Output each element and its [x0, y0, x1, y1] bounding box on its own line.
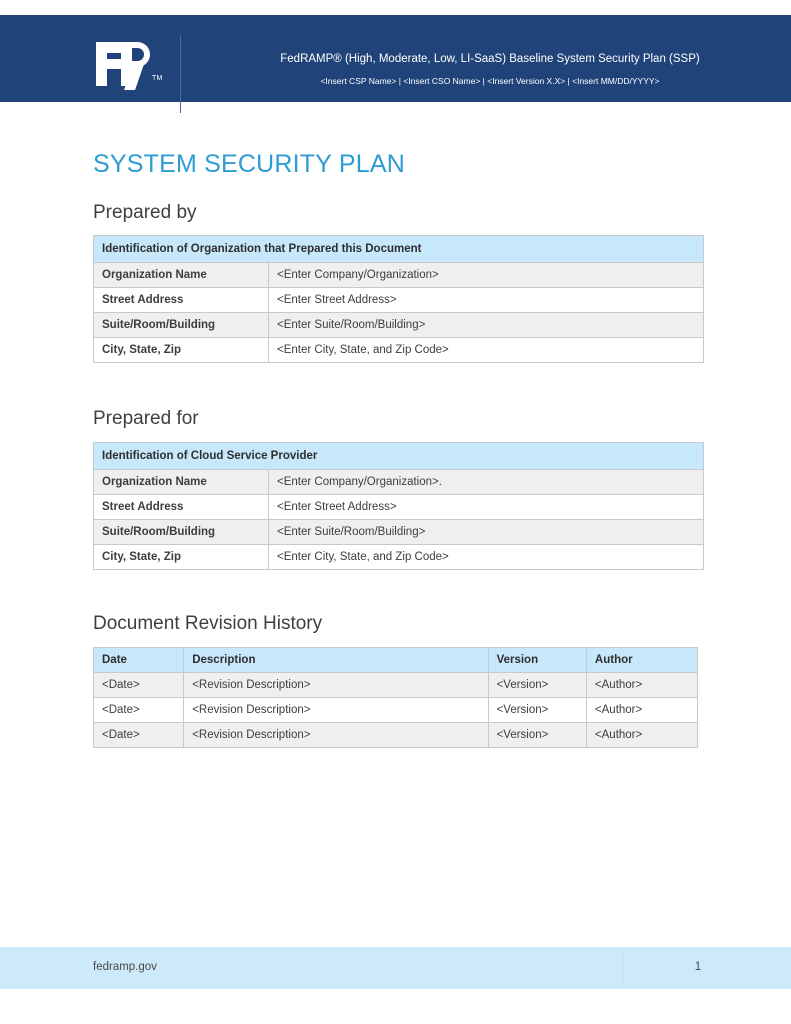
section-heading-prepared-by: Prepared by [93, 202, 197, 223]
cell-date[interactable]: <Date> [94, 723, 184, 748]
cell-author[interactable]: <Author> [586, 673, 697, 698]
page-title: SYSTEM SECURITY PLAN [93, 150, 405, 178]
row-label-suite-room-building: Suite/Room/Building [94, 313, 269, 338]
cell-version[interactable]: <Version> [488, 673, 586, 698]
column-header-version: Version [488, 648, 586, 673]
row-value-suite-room-building[interactable]: <Enter Suite/Room/Building> [269, 520, 704, 545]
row-value-organization-name[interactable]: <Enter Company/Organization>. [269, 470, 704, 495]
table-banner-prepared-by: Identification of Organization that Prepared this Document [94, 236, 704, 263]
trademark-symbol: TM [152, 75, 163, 82]
table-row [94, 288, 704, 313]
document-footer-band [0, 947, 791, 989]
footer-site-label[interactable]: fedramp.gov [93, 961, 157, 973]
column-header-date: Date [94, 648, 184, 673]
fr-f-stem [96, 42, 107, 86]
row-label-street-address: Street Address [94, 495, 269, 520]
row-value-city-state-zip[interactable]: <Enter City, State, and Zip Code> [269, 338, 704, 363]
row-value-city-state-zip[interactable]: <Enter City, State, and Zip Code> [269, 545, 704, 570]
table-row [94, 520, 704, 545]
table-row [94, 263, 704, 288]
cell-author[interactable]: <Author> [586, 723, 697, 748]
table-banner-prepared-for: Identification of Cloud Service Provider [94, 443, 704, 470]
cell-description[interactable]: <Revision Description> [184, 723, 488, 748]
table-prepared-for [93, 442, 704, 570]
cell-version[interactable]: <Version> [488, 723, 586, 748]
table-row [94, 545, 704, 570]
table-banner-row [94, 443, 704, 470]
header-text-block [210, 51, 770, 88]
fedramp-logo [96, 42, 170, 90]
header-vertical-divider [180, 35, 181, 113]
row-label-organization-name: Organization Name [94, 263, 269, 288]
document-header-band [0, 15, 791, 102]
footer-page-number: 1 [694, 959, 702, 973]
column-header-author: Author [586, 648, 697, 673]
section-heading-prepared-for: Prepared for [93, 408, 199, 429]
table-row [94, 698, 698, 723]
cell-version[interactable]: <Version> [488, 698, 586, 723]
table-row [94, 313, 704, 338]
table-row [94, 470, 704, 495]
cell-date[interactable]: <Date> [94, 673, 184, 698]
table-row [94, 338, 704, 363]
row-label-city-state-zip: City, State, Zip [94, 545, 269, 570]
footer-vertical-divider [622, 951, 623, 985]
table-row [94, 495, 704, 520]
row-value-organization-name[interactable]: <Enter Company/Organization> [269, 263, 704, 288]
cell-author[interactable]: <Author> [586, 698, 697, 723]
cell-description[interactable]: <Revision Description> [184, 698, 488, 723]
fr-monogram-icon [96, 42, 163, 86]
header-title: FedRAMP® (High, Moderate, Low, LI-SaaS) Baseline System Security Plan (SSP) [280, 53, 700, 65]
table-banner-row [94, 236, 704, 263]
cell-description[interactable]: <Revision Description> [184, 673, 488, 698]
table-prepared-by [93, 235, 704, 363]
table-header-row [94, 648, 698, 673]
row-label-organization-name: Organization Name [94, 470, 269, 495]
table-row [94, 723, 698, 748]
cell-date[interactable]: <Date> [94, 698, 184, 723]
row-value-suite-room-building[interactable]: <Enter Suite/Room/Building> [269, 313, 704, 338]
row-value-street-address[interactable]: <Enter Street Address> [269, 495, 704, 520]
row-label-street-address: Street Address [94, 288, 269, 313]
header-subtitle: <Insert CSP Name> | <Insert CSO Name> | <Insert Version X.X> | <Insert MM/DD/YYYY> [320, 76, 660, 86]
column-header-description: Description [184, 648, 488, 673]
row-label-city-state-zip: City, State, Zip [94, 338, 269, 363]
section-heading-revision-history: Document Revision History [93, 613, 323, 634]
row-label-suite-room-building: Suite/Room/Building [94, 520, 269, 545]
row-value-street-address[interactable]: <Enter Street Address> [269, 288, 704, 313]
table-row [94, 673, 698, 698]
table-revision-history [93, 647, 698, 748]
